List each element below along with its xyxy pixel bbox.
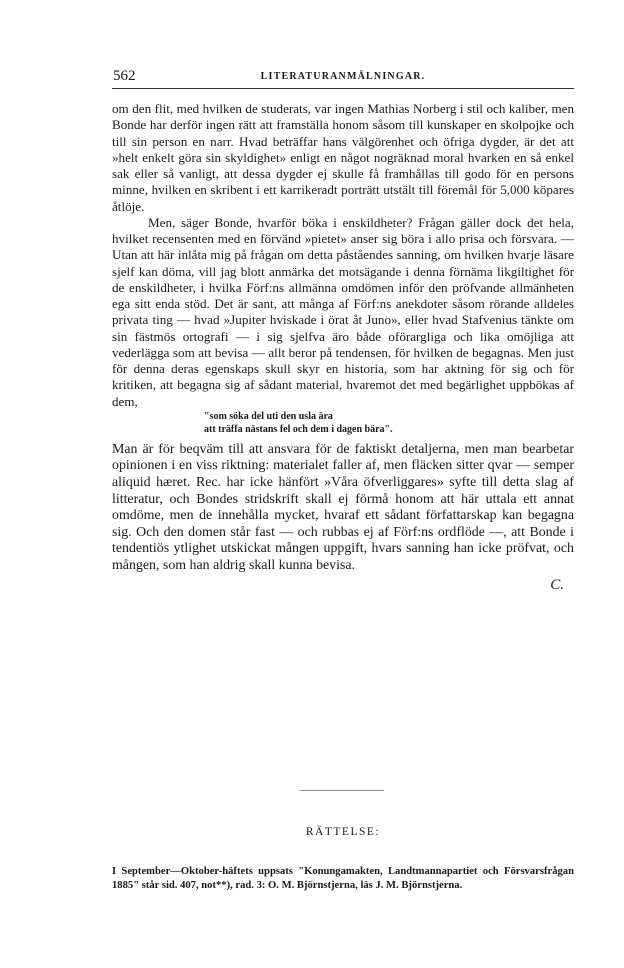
page-number: 562 xyxy=(113,68,136,84)
running-head-title: LITERATURANMÄLNINGAR. xyxy=(260,71,426,82)
article-body xyxy=(112,101,574,593)
paragraph-3: Man är för beqväm till att ansvara för de faktiskt detaljerna, men man bearbetar opinionen i en viss riktning: materialet faller af, men fläcken sitter qvar — semper aliquid hæret. Rec. har icke hänfört »Våra öfverliggares» syfte till detta slag af litteratur, och Bondes stridskrift skall ej förmå honom att här uttala ett annat omdöme, men de innehålla mycket, hvaraf ett sådant författarskap kan begagna sig. Och den domen står fast — och rubbas ej af Förf:ns ordflöde —, att Bonde i tendentiös ytlighet utskickat mången uppgift, hvars sanning han icke pröfvat, och mången, som han aldrig skall kunna bevisa. xyxy=(112,441,574,573)
author-signature: C. xyxy=(550,576,564,593)
running-head xyxy=(112,68,574,89)
section-divider xyxy=(300,790,384,791)
verse-line-2: att träffa nästans fel och dem i dagen bära". xyxy=(204,423,393,435)
erratum-title: RÄTTELSE: xyxy=(305,826,381,838)
verse-line-1: "som söka del uti den usla ära xyxy=(204,410,333,422)
page xyxy=(112,68,574,593)
verse-quote xyxy=(204,410,574,436)
paragraph-1: om den flit, med hvilken de studerats, var ingen Mathias Norberg i stil och kaliber, men Bonde har derför ingen rätt att framställa honom såsom till kunskaper en skolpojke och till sin person en narr. Hvad beträffar hans välgörenhet och öfriga dygder, är det att »helt enkelt göra sin skyldighet» enligt en något nogräknad moral hvarken en så enkel sak eller så vanligt, att dessa dygder ej skulle få framhållas till godo för en persons minne, hvilken en skribent i ett karrikeradt porträtt utstält till föremål för 5,000 köpares åtlöje. xyxy=(112,101,574,214)
erratum-text: I September—Oktober-häftets uppsats "Konungamakten, Landtmannapartiet och Försvarsfrågan 1885" står sid. 407, not**), rad. 3: O. M. Björnstjerna, läs J. M. Björnstjerna. xyxy=(112,866,574,891)
paragraph-2: Men, säger Bonde, hvarför böka i enskildheter? Frågan gäller dock det hela, hvilket recensenten med en förvänd »pietet» anser sig böra i allo prisa och försvara. — Utan att här inlåta mig på frågan om detta påståendes sanning, om hvilken hvarje läsare sjelf kan döma, vill jag blott anmärka det motsägande i denna förnäma likgiltighet för de enskildheter, i hvilka Förf:ns allmänna omdömen inför den pröfvande allmänheten ega sitt enda stöd. Det är sant, att många af Förf:ns anekdoter såsom rörande alldeles privata ting — hvad »Jupiter hviskade i örat åt Juno», eller hvad Stafvenius tänkte om sin fästmös ortografi — i sig sjelfva äro både oförargliga och lika omöjliga att vederlägga som att bevisa — allt beror på tendensen, för hvilken de begagnas. Men just för denna deras egenskaps skull skyr en historia, som har aktning för sig och för kritiken, att begagna sig af sådant material, hvaremot det med begärlighet uppbökas af dem, xyxy=(112,214,574,409)
